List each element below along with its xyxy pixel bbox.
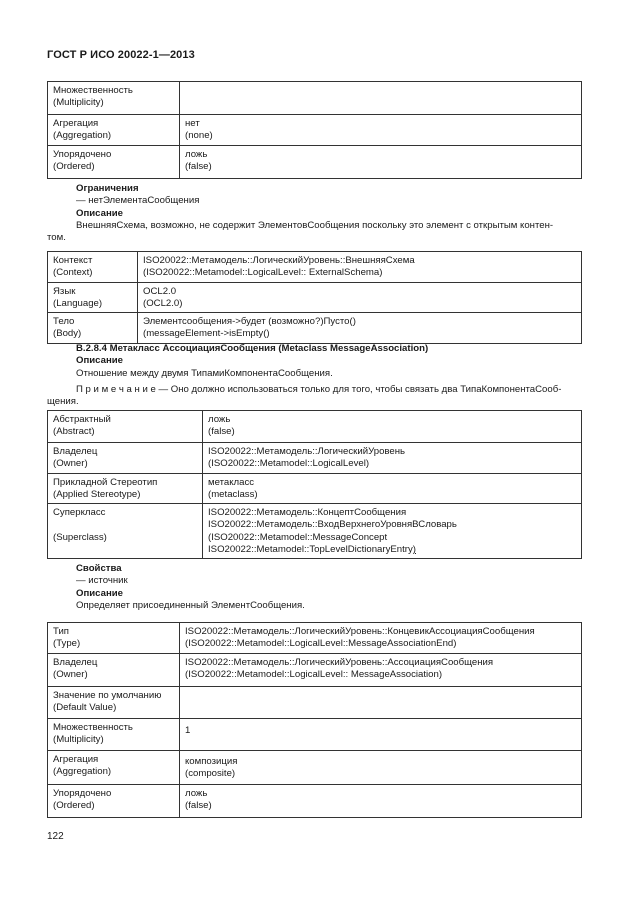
property-value-en: (false) xyxy=(185,161,212,173)
table-row xyxy=(48,313,582,344)
property-name-ru: Прикладной Стереотип xyxy=(53,476,158,488)
table-row xyxy=(48,623,582,654)
property-name-cell xyxy=(48,623,180,654)
superclass-ru-1: ISO20022::Метамодель::КонцептСообщения xyxy=(208,507,407,519)
property-name-cell xyxy=(48,411,203,443)
table-row xyxy=(48,82,582,115)
property-value-cell xyxy=(203,504,582,559)
property-value-en: (ISO20022::Metamodel::LogicalLevel:: ExternalSchema) xyxy=(143,267,383,279)
property-item: — источник xyxy=(76,575,128,587)
property-value-ru: ложь xyxy=(208,414,231,425)
properties-block xyxy=(47,563,583,612)
association-end-table xyxy=(47,622,582,818)
property-name-cell xyxy=(48,252,138,283)
property-value-ru: ложь xyxy=(185,149,208,160)
property-value-ru: ложь xyxy=(185,788,208,799)
table-row xyxy=(48,411,582,443)
property-name-ru: Множественность xyxy=(53,85,133,96)
property-name-en: (Type) xyxy=(53,638,81,650)
property-name-ru: Тип xyxy=(53,626,69,637)
property-value: 1 xyxy=(185,725,191,736)
property-name-cell xyxy=(48,504,203,559)
table-row xyxy=(48,473,582,504)
property-value-en: (false) xyxy=(208,426,235,438)
property-name-en: (Owner) xyxy=(53,669,88,681)
property-value-cell xyxy=(203,443,582,474)
metaclass-section xyxy=(47,343,583,408)
ocl-constraint-table xyxy=(47,251,582,344)
description-text: ВнешняяСхема, возможно, не содержит ЭлементовСообщения поскольку это элемент с открытым контен- xyxy=(76,219,554,231)
property-value-ru: OCL2.0 xyxy=(143,285,177,297)
table-row xyxy=(48,504,582,559)
property-name-ru: Абстрактный xyxy=(53,414,111,425)
property-name-cell xyxy=(48,654,180,687)
table-row xyxy=(48,719,582,751)
property-value-ru: композиция xyxy=(185,756,238,767)
metaclass-attributes-table xyxy=(47,410,582,559)
property-name-cell xyxy=(48,313,138,344)
property-name-cell xyxy=(48,751,180,785)
property-value-en: (ISO20022::Metamodel::LogicalLevel::MessageAssociationEnd) xyxy=(185,638,457,650)
property-value-cell xyxy=(180,719,582,751)
property-name-en: (Owner) xyxy=(53,458,88,470)
constraint-item: — нетЭлементаСообщения xyxy=(76,195,200,207)
description-text-continued: том. xyxy=(47,232,66,244)
property-value-cell xyxy=(180,115,582,146)
table-row xyxy=(48,252,582,283)
superclass-en-2: ISO20022::Metamodel::TopLevelDictionaryEntry xyxy=(208,544,413,556)
property-name-en: (Language) xyxy=(53,297,103,309)
property-name-en: (Multiplicity) xyxy=(53,97,104,109)
property-name-cell xyxy=(48,443,203,474)
property-name-en: (Default Value) xyxy=(53,702,117,714)
property-name-cell xyxy=(48,473,203,504)
property-value-cell xyxy=(180,654,582,687)
table-row xyxy=(48,115,582,146)
property-name-en: (Ordered) xyxy=(53,161,95,173)
description-heading: Описание xyxy=(76,587,123,599)
property-value-en: (messageElement->isEmpty() xyxy=(143,328,270,340)
property-value-cell xyxy=(203,473,582,504)
property-value-ru: Элементсообщения->будет (возможно?)Пусто() xyxy=(143,316,356,328)
property-name-cell xyxy=(48,146,180,179)
property-name-ru: Суперкласс xyxy=(53,507,106,519)
property-name-ru: Владелец xyxy=(53,657,98,668)
note-paragraph xyxy=(47,384,583,396)
property-value-cell xyxy=(180,82,582,115)
description-text: Определяет присоединенный ЭлементСообщения. xyxy=(76,599,305,611)
page-number: 122 xyxy=(47,831,64,842)
description-heading: Описание xyxy=(76,207,123,219)
table-row xyxy=(48,785,582,818)
constraints-heading: Ограничения xyxy=(76,183,139,194)
superclass-ru-2: ISO20022::Метамодель::ВходВерхнегоУровняВСловарь xyxy=(208,519,457,531)
property-name-ru: Упорядочено xyxy=(53,149,112,160)
property-name-en: (Context) xyxy=(53,267,93,279)
note-text: — Оно должно использоваться только для того, чтобы связать два ТипаКомпонентаСооб- xyxy=(155,383,562,395)
table-row xyxy=(48,687,582,719)
property-value-cell xyxy=(180,623,582,654)
property-value-cell xyxy=(203,411,582,443)
property-name-ru: Язык xyxy=(53,285,76,297)
property-name-en: (Applied Stereotype) xyxy=(53,488,141,500)
property-name-ru: Агрегация xyxy=(53,118,99,129)
property-name-en: (Aggregation) xyxy=(53,766,112,778)
property-value-cell xyxy=(138,313,582,344)
property-value-en: (false) xyxy=(185,800,212,812)
table-row xyxy=(48,443,582,474)
table-row xyxy=(48,654,582,687)
property-name-en: (Abstract) xyxy=(53,426,95,438)
property-name-ru: Агрегация xyxy=(53,754,99,765)
table-row xyxy=(48,146,582,179)
property-name-en: (Ordered) xyxy=(53,800,95,812)
description-text: Отношение между двумя ТипамиКомпонентаСообщения. xyxy=(76,367,333,379)
property-value-en: (metaclass) xyxy=(208,488,258,500)
section-title: B.2.8.4 Метакласс АссоциацияСообщения (Metaclass MessageAssociation) xyxy=(76,343,429,354)
property-value-ru: ISO20022::Метамодель::ЛогическийУровень::ВнешняяСхема xyxy=(143,255,415,266)
property-name-cell xyxy=(48,719,180,751)
property-value-en: (composite) xyxy=(185,768,236,780)
property-name-ru: Значение по умолчанию xyxy=(53,690,162,701)
property-value-en: (ISO20022::Metamodel::LogicalLevel) xyxy=(208,458,370,470)
property-value-ru: ISO20022::Метамодель::ЛогическийУровень::КонцевикАссоциацияСообщения xyxy=(185,626,535,637)
property-name-en: (Aggregation) xyxy=(53,130,112,142)
superclass-close-paren: ) xyxy=(412,544,416,556)
property-value-en: (ISO20022::Metamodel::LogicalLevel:: MessageAssociation) xyxy=(185,669,443,681)
property-name-ru: Упорядочено xyxy=(53,788,112,799)
property-name-ru: Владелец xyxy=(53,446,98,457)
superclass-en-2-line xyxy=(208,544,576,556)
property-value-cell xyxy=(180,146,582,179)
table-row xyxy=(48,751,582,785)
property-name-ru: Контекст xyxy=(53,255,93,266)
property-name-ru: Тело xyxy=(53,316,75,328)
note-text-continued: щения. xyxy=(47,396,79,408)
document-header: ГОСТ Р ИСО 20022-1—2013 xyxy=(47,49,195,61)
constraints-block xyxy=(47,183,583,244)
table-row xyxy=(48,282,582,313)
property-value-en: (OCL2.0) xyxy=(143,297,183,309)
property-name-en: (Superclass) xyxy=(53,531,107,543)
spacer-line xyxy=(53,519,197,531)
property-name-cell xyxy=(48,282,138,313)
property-value-en: (none) xyxy=(185,130,213,142)
property-value-cell xyxy=(180,687,582,719)
property-value-ru: метакласс xyxy=(208,476,255,488)
note-label: П р и м е ч а н и е xyxy=(76,383,156,395)
property-value-cell xyxy=(138,282,582,313)
property-name-cell xyxy=(48,82,180,115)
property-name-cell xyxy=(48,115,180,146)
property-name-en: (Multiplicity) xyxy=(53,734,104,746)
property-value-ru: нет xyxy=(185,118,200,129)
property-value-ru: ISO20022::Метамодель::ЛогическийУровень::АссоциацияСообщения xyxy=(185,657,494,668)
property-name-ru: Множественность xyxy=(53,722,133,733)
properties-table-top xyxy=(47,81,582,179)
property-value-ru: ISO20022::Метамодель::ЛогическийУровень xyxy=(208,446,406,457)
property-value-cell xyxy=(138,252,582,283)
property-name-en: (Body) xyxy=(53,328,82,340)
superclass-en-1: (ISO20022::Metamodel::MessageConcept xyxy=(208,531,388,543)
property-value-cell xyxy=(180,751,582,785)
description-heading: Описание xyxy=(76,355,123,367)
property-value-cell xyxy=(180,785,582,818)
property-name-cell xyxy=(48,785,180,818)
properties-heading: Свойства xyxy=(76,563,122,574)
property-name-cell xyxy=(48,687,180,719)
